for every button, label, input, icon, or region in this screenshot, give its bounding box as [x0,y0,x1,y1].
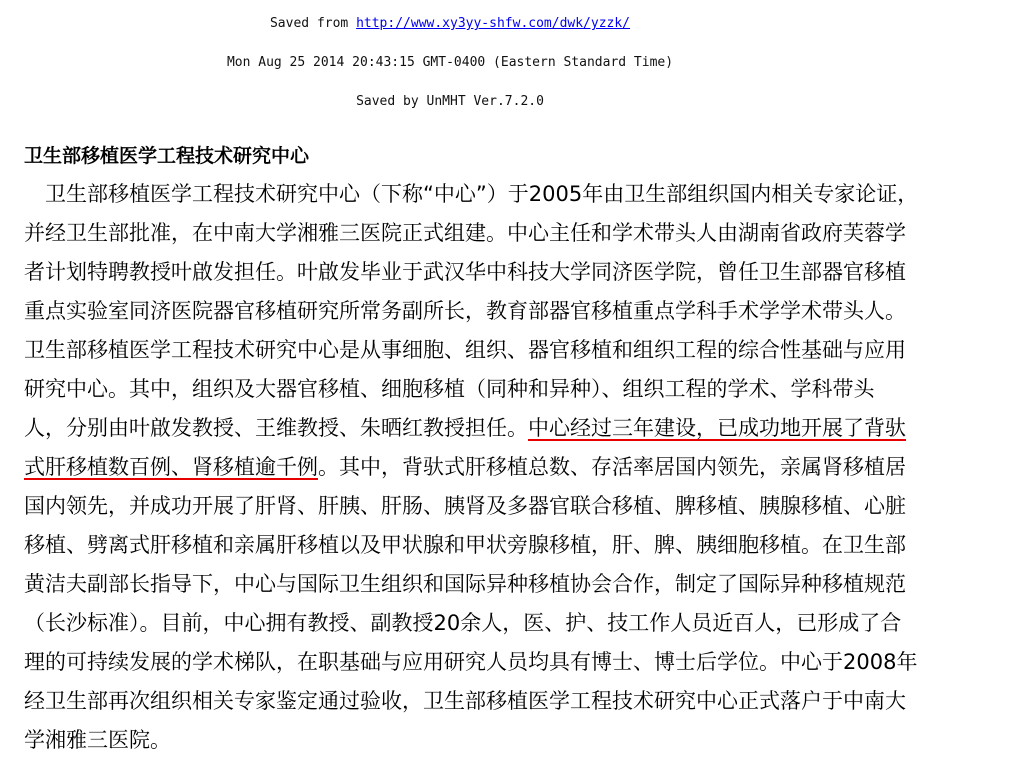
article-line-text: 人，分别由叶啟发教授、王维教授、朱晒红教授担任。 [24,416,528,440]
article-title: 卫生部移植医学工程技术研究中心 [24,145,310,167]
saved-by-line: Saved by UnMHT Ver.7.2.0 [356,94,544,109]
article-line-with-highlight [24,409,984,448]
saved-from-link[interactable]: http://www.xy3yy-shfw.com/dwk/yzzk/ [356,16,631,31]
article-line: 移植、劈离式肝移植和亲属肝移植以及甲状腺和甲状旁腺移植，肝、脾、胰细胞移植。在卫生部 [24,533,906,557]
article-line: 黄洁夫副部长指导下，中心与国际卫生组织和国际异种移植协会合作，制定了国际异种移植规范 [24,572,906,596]
article-line: 学湘雅三医院。 [24,728,171,752]
article-line: 国内领先，并成功开展了肝肾、肝胰、肝肠、胰肾及多器官联合移植、脾移植、胰腺移植、心脏 [24,494,906,518]
article-line: 者计划特聘教授叶啟发担任。叶啟发毕业于武汉华中科技大学同济医学院，曾任卫生部器官移植 [24,260,906,284]
saved-from-line [0,16,900,31]
article-line: 理的可持续发展的学术梯队，在职基础与应用研究人员均具有博士、博士后学位。中心于2008年 [24,650,918,674]
highlighted-text: 式肝移植数百例、肾移植逾千例 [24,455,318,479]
article-line: 重点实验室同济医院器官移植研究所常务副所长，教育部器官移植重点学科手术学学术带头人。 [24,299,906,323]
article-line: （长沙标准）。目前，中心拥有教授、副教授20余人，医、护、技工作人员近百人，已形成了合 [24,611,902,635]
article-line: 经卫生部再次组织相关专家鉴定通过验收，卫生部移植医学工程技术研究中心正式落户于中南大 [24,689,906,713]
highlighted-text: 中心经过三年建设，已成功地开展了背驮 [528,416,906,440]
article-line-text: 。其中，背驮式肝移植总数、存活率居国内领先，亲属肾移植居 [318,455,906,479]
saved-from-label: Saved from [269,16,357,31]
article-line: 卫生部移植医学工程技术研究中心（下称“中心”）于2005年由卫生部组织国内相关专家论证， [24,182,919,206]
article-line: 并经卫生部批准，在中南大学湘雅三医院正式组建。中心主任和学术带头人由湖南省政府芙蓉学 [24,221,906,245]
article-body [24,175,984,760]
article-line-with-highlight [24,448,984,487]
article-line: 卫生部移植医学工程技术研究中心是从事细胞、组织、器官移植和组织工程的综合性基础与应用 [24,338,906,362]
article-line: 研究中心。其中，组织及大器官移植、细胞移植（同种和异种）、组织工程的学术、学科带头 [24,377,875,401]
saved-date-line: Mon Aug 25 2014 20:43:15 GMT-0400 (Eastern Standard Time) [226,55,674,70]
